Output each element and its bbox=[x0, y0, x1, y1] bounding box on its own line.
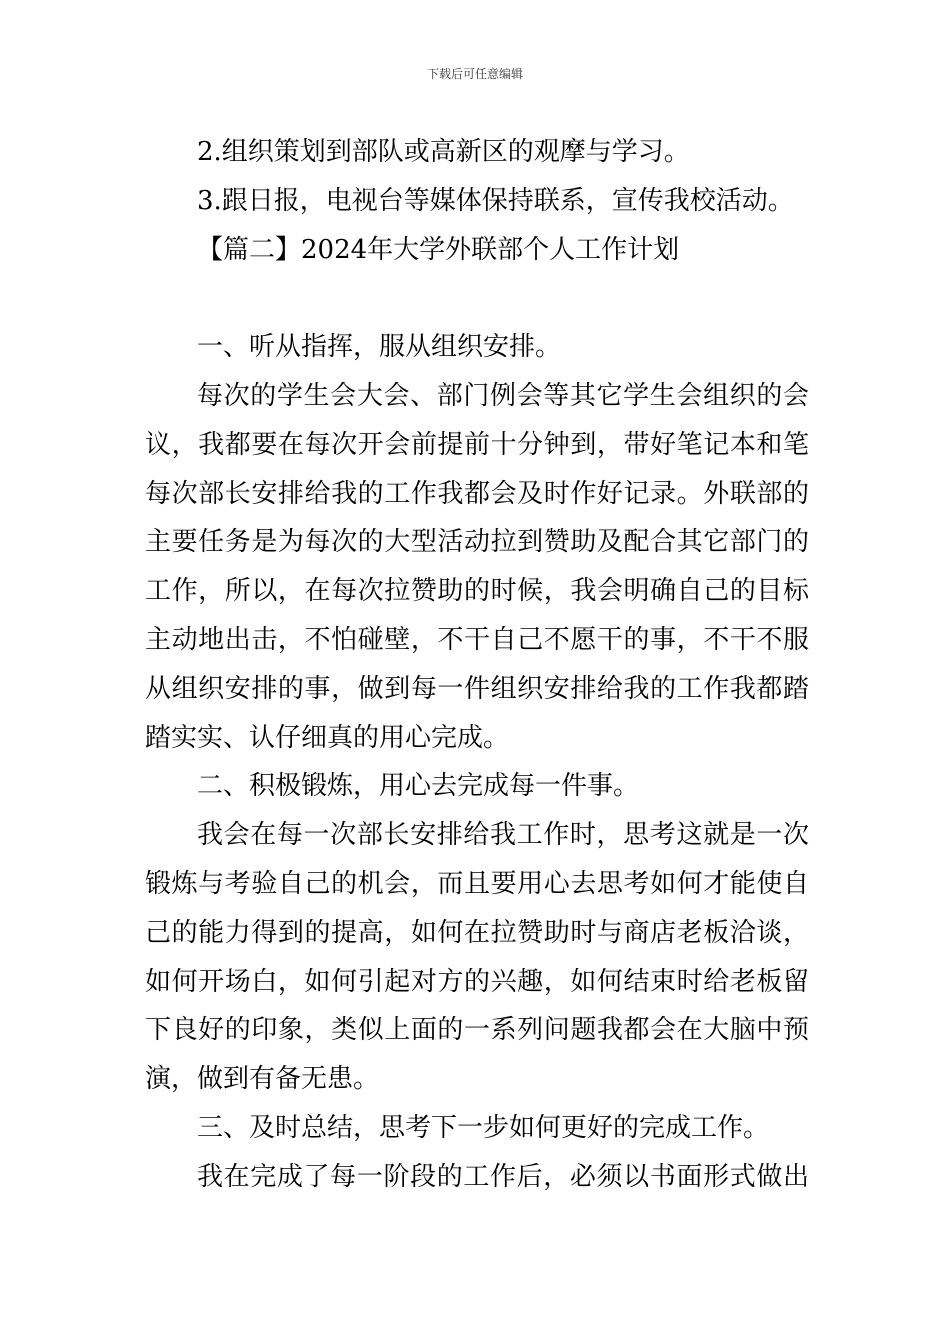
paragraph-line: 主要任务是为每次的大型活动拉到赞助及配合其它部门的 bbox=[145, 527, 809, 558]
blank-line bbox=[145, 274, 809, 323]
document-body bbox=[145, 128, 809, 1202]
paragraph-line: 我会在每一次部长安排给我工作时，思考这就是一次 bbox=[197, 820, 809, 851]
paragraph-line: 演，做到有备无患。 bbox=[145, 1064, 380, 1095]
list-item: 3.跟日报，电视台等媒体保持联系，宣传我校活动。 bbox=[197, 185, 794, 216]
heading-1: 一、听从指挥，服从组织安排。 bbox=[197, 332, 562, 363]
paragraph-line: 每次部长安排给我的工作我都会及时作好记录。外联部的 bbox=[145, 478, 809, 509]
paragraph-line: 踏实实、认仔细真的用心完成。 bbox=[145, 722, 510, 753]
heading-2: 二、积极锻炼，用心去完成每一件事。 bbox=[197, 771, 640, 802]
paragraph-line: 从组织安排的事，做到每一件组织安排给我的工作我都踏 bbox=[145, 673, 809, 704]
paragraph-line: 己的能力得到的提高，如何在拉赞助时与商店老板洽谈， bbox=[145, 917, 809, 948]
list-item: 2.组织策划到部队或高新区的观摩与学习。 bbox=[197, 137, 690, 167]
paragraph-line: 如何开场白，如何引起对方的兴趣，如何结束时给老板留 bbox=[145, 966, 809, 997]
paragraph-line: 下良好的印象，类似上面的一系列问题我都会在大脑中预 bbox=[145, 1015, 809, 1046]
paragraph-line: 工作，所以，在每次拉赞助的时候，我会明确自己的目标 bbox=[145, 576, 809, 607]
page-header-note: 下载后可任意编辑 bbox=[426, 67, 523, 81]
paragraph-line: 每次的学生会大会、部门例会等其它学生会组织的会 bbox=[197, 380, 809, 411]
paragraph-line: 我在完成了每一阶段的工作后，必须以书面形式做出 bbox=[197, 1161, 809, 1192]
section-title: 【篇二】2024年大学外联部个人工作计划 bbox=[197, 234, 680, 265]
paragraph-line: 议，我都要在每次开会前提前十分钟到，带好笔记本和笔 bbox=[145, 429, 809, 460]
paragraph-line: 锻炼与考验自己的机会，而且要用心去思考如何才能使自 bbox=[145, 868, 809, 899]
heading-3: 三、及时总结，思考下一步如何更好的完成工作。 bbox=[197, 1112, 770, 1143]
paragraph-line: 主动地出击，不怕碰壁，不干自己不愿干的事，不干不服 bbox=[145, 624, 809, 655]
